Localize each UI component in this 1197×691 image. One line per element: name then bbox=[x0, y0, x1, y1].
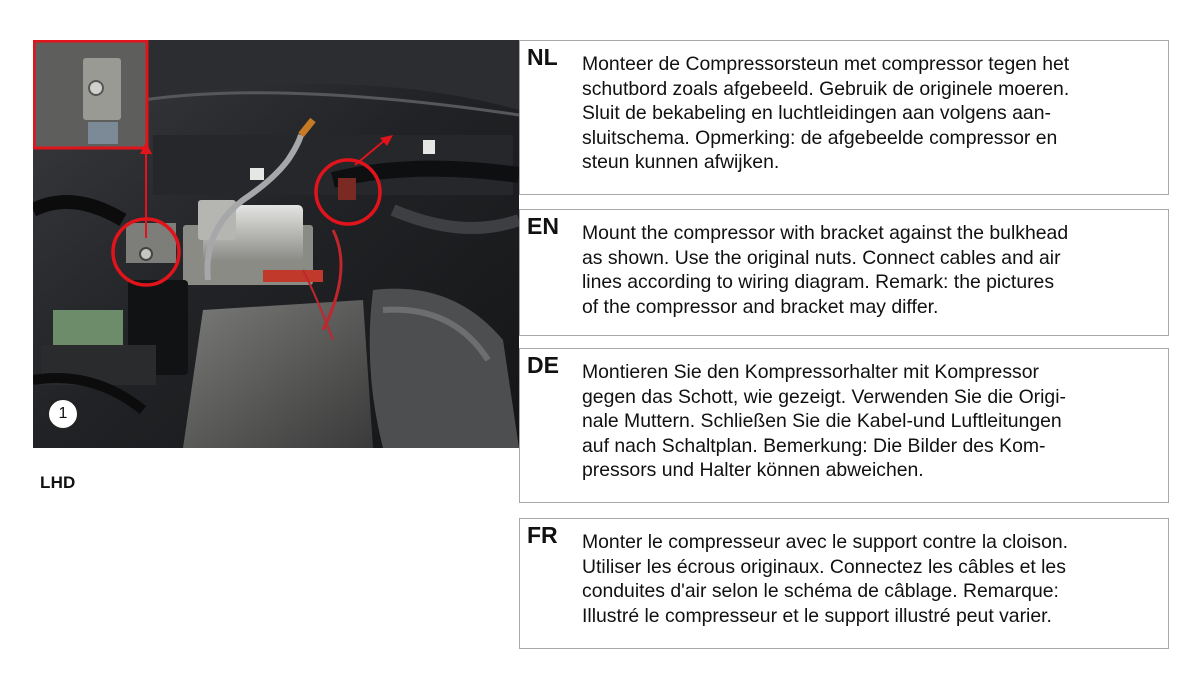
instruction-line: lines according to wiring diagram. Remark: the pictures bbox=[582, 271, 1055, 294]
engine-bay-photo bbox=[33, 40, 519, 448]
drive-side-caption: LHD bbox=[40, 473, 76, 492]
instruction-box-en bbox=[519, 209, 1169, 336]
instruction-line: pressors und Halter können abweichen. bbox=[582, 459, 924, 482]
step-number-badge bbox=[47, 398, 79, 430]
instruction-box-de bbox=[519, 348, 1169, 503]
instruction-line: gegen das Schott, wie gezeigt. Verwenden Sie die Origi- bbox=[582, 385, 1066, 408]
language-code: NL bbox=[527, 44, 558, 70]
instruction-text bbox=[582, 360, 1164, 483]
instruction-line: sluitschema. Opmerking: de afgebeelde compressor en bbox=[582, 126, 1058, 149]
instruction-line: as shown. Use the original nuts. Connect cables and air bbox=[582, 246, 1061, 269]
instruction-line: of the compressor and bracket may differ. bbox=[582, 295, 939, 318]
instruction-line: steun kunnen afwijken. bbox=[582, 151, 780, 174]
instruction-line: Monteer de Compressorsteun met compressor tegen het bbox=[582, 53, 1070, 75]
language-code: DE bbox=[527, 352, 559, 378]
instruction-line: schutbord zoals afgebeeld. Gebruik de originele moeren. bbox=[582, 77, 1070, 100]
instruction-text bbox=[582, 221, 1164, 319]
instruction-text bbox=[582, 52, 1164, 175]
instruction-line: Sluit de bekabeling en luchtleidingen aan volgens aan- bbox=[582, 102, 1051, 125]
engine-bay-illustration bbox=[33, 40, 519, 448]
language-code: FR bbox=[527, 522, 558, 548]
language-code: EN bbox=[527, 213, 559, 239]
instruction-line: conduites d'air selon le schéma de câblage. Remarque: bbox=[582, 580, 1059, 603]
instruction-box-fr bbox=[519, 518, 1169, 649]
instruction-text bbox=[582, 530, 1164, 628]
step-number-text: 1 bbox=[58, 405, 68, 422]
instruction-line: Illustré le compresseur et le support illustré peut varier. bbox=[582, 604, 1052, 627]
instruction-line: nale Muttern. Schließen Sie die Kabel-und Luftleitungen bbox=[582, 410, 1062, 433]
instruction-line: Montieren Sie den Kompressorhalter mit Kompressor bbox=[582, 361, 1039, 383]
instruction-box-nl bbox=[519, 40, 1169, 195]
instruction-line: auf nach Schaltplan. Bemerkung: Die Bilder des Kom- bbox=[582, 434, 1046, 457]
instruction-line: Monter le compresseur avec le support contre la cloison. bbox=[582, 531, 1069, 553]
instruction-line: Mount the compressor with bracket against the bulkhead bbox=[582, 222, 1069, 244]
instruction-line: Utiliser les écrous originaux. Connectez les câbles et les bbox=[582, 555, 1066, 578]
